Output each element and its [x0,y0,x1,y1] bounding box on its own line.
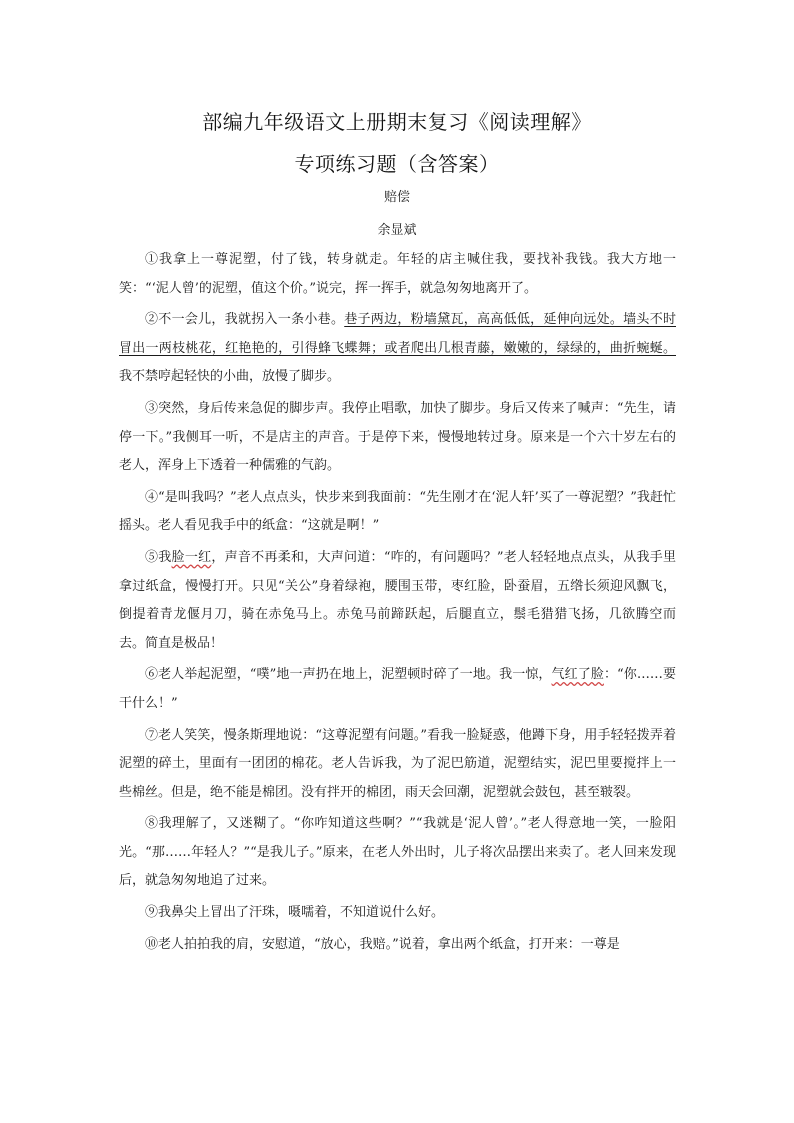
underlined-passage: 巷子两边，粉墙黛瓦，高高低低，延伸向远处。墙头不时冒出一两枝桃花，红艳艳的，引得蜂飞蝶舞；或者爬出几根青藤，嫩嫩的，绿绿的，曲折蜿蜒。 [119,312,676,356]
paragraph-6-tail: ：“你……要干什么！” [119,667,676,711]
article-title: 赔偿 [383,190,410,205]
paragraph-3: ③突然，身后传来急促的脚步声。我停止唱歌，加快了脚步。身后又传来了喊声：“先生，请停一下。”我侧耳一听，不是店主的声音。于是停下来，慢慢地转过身。原来是一个六十岁左右的老人，浑身上下透着一种儒雅的气韵。 [119,400,676,474]
paragraph-4: ④“是叫我吗？”老人点点头，快步来到我面前：“先生刚才在‘泥人轩’买了一尊泥塑？”我赶忙摇头。老人看见我手中的纸盒：“这就是啊！” [119,489,676,534]
document-title: 部编九年级语文上册期末复习《阅读理解》 [202,110,592,134]
wavy-underlined-phrase: 气红了脸 [551,667,604,683]
paragraph-5-lead: ⑤我 [145,549,172,565]
paragraph-6-lead: ⑥老人举起泥塑，“噗”地一声扔在地上，泥塑顿时碎了一地。我一惊， [145,667,552,683]
document-subtitle: 专项练习题（含答案） [294,152,500,176]
paragraph-2-tail: 我不禁哼起轻快的小曲，放慢了脚步。 [119,369,341,385]
paragraph-8: ⑧我理解了，又迷糊了。“你咋知道这些啊？”“我就是‘泥人曾’。”老人得意地一笑，一脸阳光。“那……年轻人？”“是我儿子。”原来，在老人外出时，儿子将次品摆出来卖了。老人回来发现后，就急匆匆地追了过来。 [119,816,676,889]
paragraph-5-tail: ，声音不再柔和，大声问道：“咋的，有问题吗？”老人轻轻地点点头，从我手里拿过纸盒，慢慢打开。只见“关公”身着绿袍，腰围玉带，枣红脸，卧蚕眉，五绺长须迎风飘飞，倒提着青龙偃月刀，骑在赤兔马上。赤兔马前蹄跃起，后腿直立，鬃毛猎猎飞扬，几欲腾空而去。简直是极品！ [119,549,676,651]
wavy-underlined-phrase: 脸一红 [171,549,212,565]
article-author: 余显斌 [377,223,417,238]
paragraph-6 [119,661,676,718]
paragraph-7: ⑦老人笑笑，慢条斯理地说：“这尊泥塑有问题。”看我一脸疑惑，他蹲下身，用手轻轻拨弄着泥塑的碎土，里面有一团团的棉花。老人告诉我，为了泥巴筋道，泥塑结实，泥巴里要搅拌上一些棉丝。但是，绝不能是棉团。没有拌开的棉团，雨天会回潮，泥塑就会鼓包，甚至皲裂。 [119,727,676,800]
paragraph-1: ①我拿上一尊泥塑，付了钱，转身就走。年轻的店主喊住我，要找补我钱。我大方地一笑：“‘泥人曾’的泥塑，值这个价。”说完，挥一挥手，就急匆匆地离开了。 [119,252,676,296]
paragraph-2-lead: ②不一会儿，我就拐入一条小巷。 [145,312,345,328]
article-body [119,246,676,962]
paragraph-5 [119,544,676,658]
paragraph-9: ⑨我鼻尖上冒出了汗珠，嗫嚅着，不知道说什么好。 [145,905,445,921]
paragraph-10: ⑩老人拍拍我的肩，安慰道，“放心，我赔。”说着，拿出两个纸盒，打开来：一尊是 [145,936,620,952]
paragraph-2 [119,306,676,392]
